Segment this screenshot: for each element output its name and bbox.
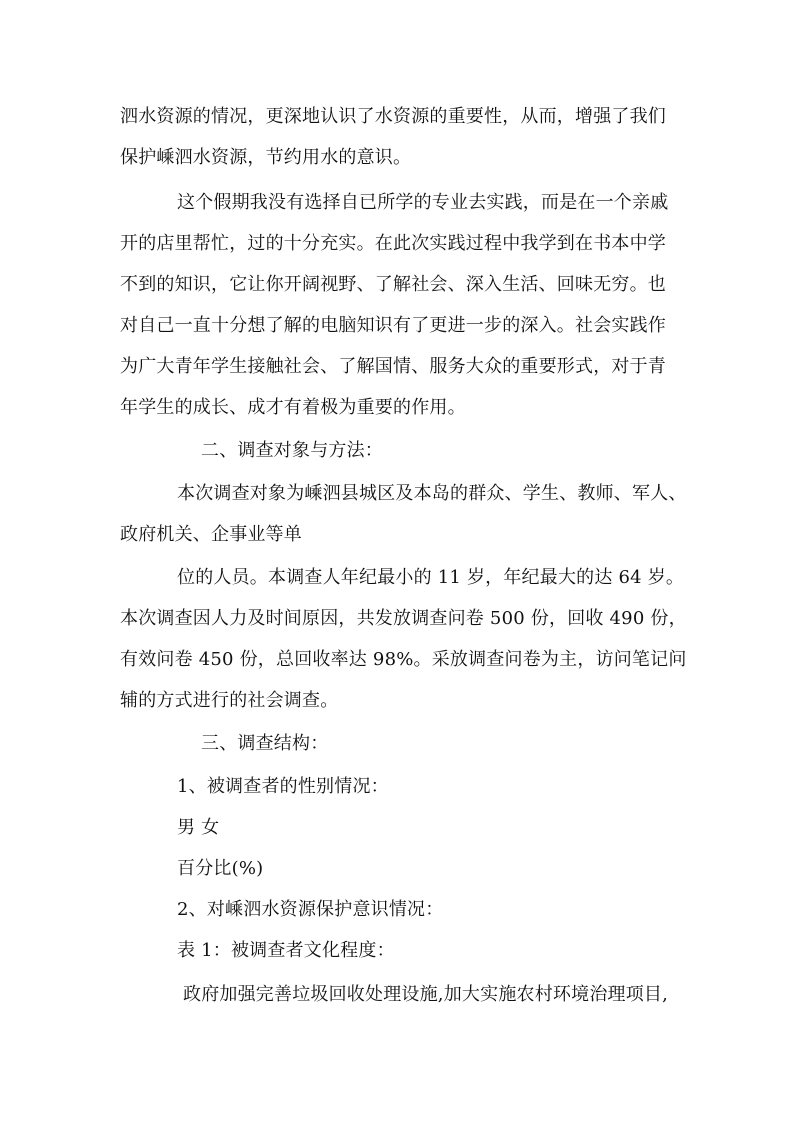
paragraph-line: 泗水资源的情况，更深地认识了水资源的重要性，从而，增强了我们 [120,106,666,127]
paragraph-line: 有效问卷 450 份，总回收率达 98%。采放调查问卷为主，访问笔记问 [120,649,687,670]
section-heading: 三、调查结构： [201,733,329,754]
paragraph-line: 对自己一直十分想了解的电脑知识有了更进一步的深入。社会实践作 [120,315,666,336]
paragraph-line: 位的人员。本调查人年纪最小的 11 岁，年纪最大的达 64 岁。 [177,567,685,588]
table-caption: 表 1：被调查者文化程度： [177,940,395,961]
table-header-line: 男 女 [177,817,220,838]
table-label-line: 百分比(%) [177,858,264,879]
paragraph-line: 开的店里帮忙，过的十分充实。在此次实践过程中我学到在书本中学 [120,233,666,254]
section-heading: 二、调查对象与方法： [201,440,383,461]
paragraph-line: 为广大青年学生接触社会、了解国情、服务大众的重要形式，对于青 [120,356,666,377]
paragraph-line: 政府加强完善垃圾回收处理设施,加大实施农村环境治理项目, [183,984,669,1005]
paragraph-line: 本次调查因人力及时间原因，共发放调查问卷 500 份，回收 490 份， [120,608,687,629]
paragraph-line: 本次调查对象为嵊泗县城区及本岛的群众、学生、教师、军人、 [177,483,687,504]
paragraph-line: 2、对嵊泗水资源保护意识情况： [177,899,444,920]
paragraph-line: 这个假期我没有选择自已所学的专业去实践，而是在一个亲戚 [177,192,669,213]
paragraph-line: 不到的知识，它让你开阔视野、了解社会、深入生活、回味无穷。也 [120,274,666,295]
paragraph-line: 1、被调查者的性别情况： [177,776,389,797]
paragraph-line: 年学生的成长、成才有着极为重要的作用。 [120,397,466,418]
paragraph-line: 辅的方式进行的社会调查。 [120,690,339,711]
paragraph-line: 政府机关、企事业等单 [120,524,302,545]
paragraph-line: 保护嵊泗水资源，节约用水的意识。 [120,147,412,168]
